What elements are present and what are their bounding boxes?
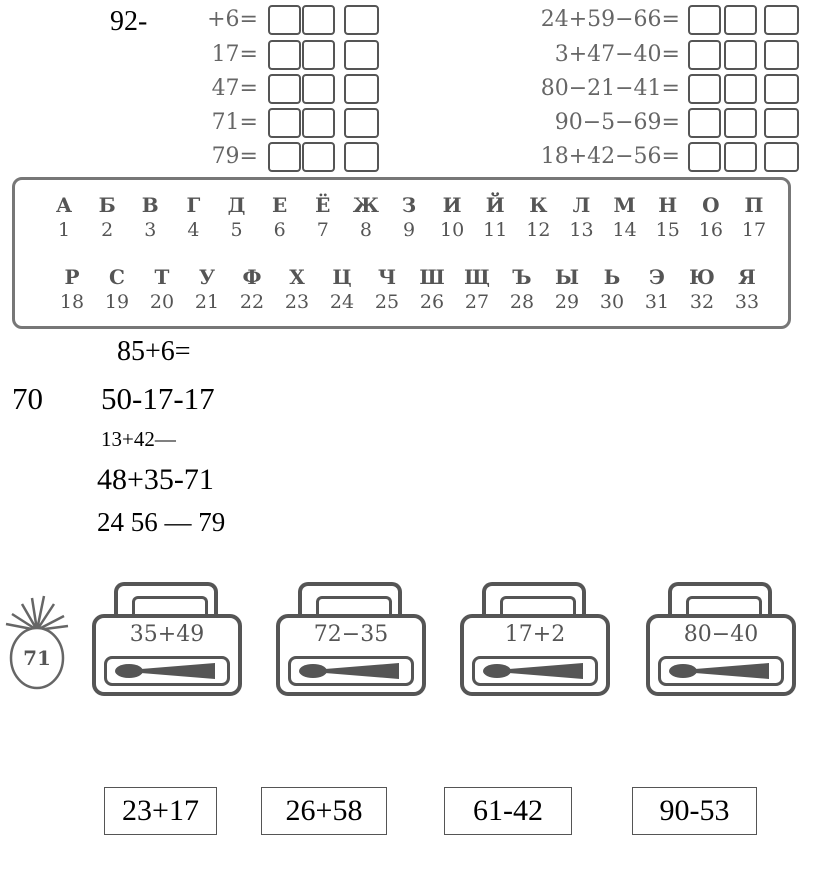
alphabet-key bbox=[12, 177, 791, 329]
alphabet-cell bbox=[593, 264, 631, 314]
key-plate bbox=[104, 656, 230, 686]
letter: Ш bbox=[419, 265, 445, 289]
letter-number: 25 bbox=[374, 291, 400, 313]
lock-icon bbox=[92, 582, 242, 698]
alphabet-cell bbox=[233, 264, 271, 314]
alphabet-cell bbox=[548, 264, 586, 314]
alphabet-cell bbox=[683, 264, 721, 314]
letter: Ч bbox=[377, 265, 397, 289]
letter-number: 9 bbox=[402, 219, 416, 241]
letter-number: 14 bbox=[612, 219, 637, 241]
letter: Ф bbox=[242, 265, 262, 289]
alphabet-cell bbox=[304, 192, 342, 242]
answer-cell[interactable] bbox=[302, 5, 335, 35]
alphabet-cell bbox=[649, 192, 687, 242]
alphabet-cell bbox=[728, 264, 766, 314]
letter-cell[interactable] bbox=[344, 74, 379, 104]
alphabet-cell bbox=[458, 264, 496, 314]
letter: Р bbox=[64, 265, 80, 289]
letter-number: 5 bbox=[230, 219, 243, 241]
letter-cell[interactable] bbox=[344, 108, 379, 138]
right-chain-expr: 80−21−41= bbox=[540, 76, 680, 101]
key-icon bbox=[291, 659, 411, 683]
letter-number: 16 bbox=[698, 219, 723, 241]
letter-number: 22 bbox=[239, 291, 265, 313]
alphabet-cell bbox=[218, 192, 256, 242]
letter-number: 7 bbox=[316, 219, 329, 241]
task-1: 85+6= bbox=[117, 336, 191, 367]
answer-cell[interactable] bbox=[724, 74, 757, 104]
answer-cell[interactable] bbox=[302, 74, 335, 104]
letter-number: 11 bbox=[483, 219, 508, 241]
left-chain-expr: 79= bbox=[211, 144, 258, 169]
key-plate bbox=[288, 656, 414, 686]
letter-number: 30 bbox=[599, 291, 625, 313]
letter-number: 19 bbox=[104, 291, 130, 313]
answer-cell[interactable] bbox=[302, 108, 335, 138]
key-icon bbox=[107, 659, 227, 683]
letter: П bbox=[744, 193, 764, 217]
alphabet-row-2 bbox=[53, 264, 766, 314]
alphabet-cell bbox=[88, 192, 126, 242]
right-chain-expr: 24+59−66= bbox=[540, 7, 680, 32]
answer-cell[interactable] bbox=[688, 40, 721, 70]
letter: Г bbox=[186, 193, 201, 217]
alphabet-cell bbox=[606, 192, 644, 242]
letter-cell[interactable] bbox=[344, 40, 379, 70]
chain-start: 92- bbox=[110, 6, 148, 37]
letter: Е bbox=[272, 193, 288, 217]
task-3: 13+42— bbox=[101, 427, 176, 451]
letter: Щ bbox=[464, 265, 490, 289]
letter-number: 21 bbox=[194, 291, 220, 313]
letter: Я bbox=[738, 265, 756, 289]
letter-number: 24 bbox=[329, 291, 355, 313]
key-plate bbox=[658, 656, 784, 686]
letter: У bbox=[198, 265, 216, 289]
alphabet-cell bbox=[413, 264, 451, 314]
letter-cell[interactable] bbox=[764, 74, 799, 104]
side-number: 70 bbox=[12, 381, 43, 416]
right-chain-expr: 18+42−56= bbox=[540, 144, 680, 169]
letter: Н bbox=[658, 193, 678, 217]
letter-number: 15 bbox=[655, 219, 680, 241]
answer-cell[interactable] bbox=[724, 108, 757, 138]
pineapple-icon bbox=[2, 590, 72, 700]
answer-box[interactable]: 90-53 bbox=[632, 787, 757, 835]
lock-expression: 17+2 bbox=[504, 622, 566, 647]
letter: З bbox=[401, 193, 417, 217]
lock-expression: 35+49 bbox=[129, 622, 205, 647]
letter-number: 20 bbox=[149, 291, 175, 313]
alphabet-row-1 bbox=[45, 192, 773, 242]
answer-cell[interactable] bbox=[268, 74, 301, 104]
letter: Л bbox=[572, 193, 591, 217]
alphabet-cell bbox=[476, 192, 514, 242]
letter-number: 13 bbox=[569, 219, 594, 241]
letter: Й bbox=[485, 193, 505, 217]
alphabet-cell bbox=[98, 264, 136, 314]
alphabet-cell bbox=[143, 264, 181, 314]
letter-number: 6 bbox=[273, 219, 286, 241]
alphabet-cell bbox=[519, 192, 557, 242]
answer-cell[interactable] bbox=[724, 40, 757, 70]
alphabet-cell bbox=[563, 192, 601, 242]
letter-cell[interactable] bbox=[764, 5, 799, 35]
left-chain-expr: 71= bbox=[211, 110, 258, 135]
answer-cell[interactable] bbox=[688, 5, 721, 35]
lock-body bbox=[276, 614, 426, 696]
pineapple-number: 71 bbox=[23, 646, 51, 670]
alphabet-cell bbox=[53, 264, 91, 314]
letter: Ж bbox=[352, 193, 379, 217]
answer-cell[interactable] bbox=[724, 142, 757, 172]
alphabet-cell bbox=[131, 192, 169, 242]
lock-icon bbox=[460, 582, 610, 698]
letter-number: 3 bbox=[144, 219, 157, 241]
letter-cell[interactable] bbox=[344, 142, 379, 172]
letter-number: 33 bbox=[734, 291, 760, 313]
letter: Д bbox=[227, 193, 246, 217]
letter: Ё bbox=[315, 193, 331, 217]
alphabet-cell bbox=[323, 264, 361, 314]
alphabet-cell bbox=[174, 192, 212, 242]
lock-icon bbox=[276, 582, 426, 698]
letter-number: 1 bbox=[57, 219, 71, 241]
letter-number: 28 bbox=[509, 291, 535, 313]
key-icon bbox=[661, 659, 781, 683]
alphabet-cell bbox=[278, 264, 316, 314]
task-4: 48+35-71 bbox=[97, 463, 214, 496]
letter: В bbox=[141, 193, 159, 217]
letter: О bbox=[702, 193, 720, 217]
answer-box[interactable]: 23+17 bbox=[104, 787, 217, 835]
letter-number: 17 bbox=[741, 219, 767, 241]
lock-body bbox=[92, 614, 242, 696]
letter: Т bbox=[154, 265, 170, 289]
alphabet-cell bbox=[347, 192, 385, 242]
answer-cell[interactable] bbox=[724, 5, 757, 35]
answer-cell[interactable] bbox=[268, 142, 301, 172]
lock-icon bbox=[646, 582, 796, 698]
letter-cell[interactable] bbox=[344, 5, 379, 35]
letter-number: 2 bbox=[101, 219, 114, 241]
alphabet-cell bbox=[390, 192, 428, 242]
letter: Ы bbox=[554, 265, 580, 289]
answer-cell[interactable] bbox=[302, 142, 335, 172]
answer-cell[interactable] bbox=[688, 142, 721, 172]
alphabet-cell bbox=[368, 264, 406, 314]
alphabet-cell bbox=[45, 192, 83, 242]
lock-expression: 80−40 bbox=[683, 622, 759, 647]
letter-number: 10 bbox=[440, 219, 465, 241]
letter: М bbox=[613, 193, 636, 217]
answer-cell[interactable] bbox=[268, 108, 301, 138]
letter-cell[interactable] bbox=[764, 108, 799, 138]
letter-cell[interactable] bbox=[764, 142, 799, 172]
alphabet-cell bbox=[261, 192, 299, 242]
lock-body bbox=[646, 614, 796, 696]
answer-cell[interactable] bbox=[268, 5, 301, 35]
alphabet-cell bbox=[433, 192, 471, 242]
letter: Ъ bbox=[512, 265, 532, 289]
answer-cell[interactable] bbox=[688, 108, 721, 138]
left-chain-expr: 47= bbox=[211, 76, 258, 101]
task-2: 50-17-17 bbox=[101, 381, 215, 416]
letter-number: 26 bbox=[419, 291, 445, 313]
letter: Ю bbox=[689, 265, 715, 289]
letter-number: 12 bbox=[526, 219, 551, 241]
lock-expression: 72−35 bbox=[313, 622, 389, 647]
answer-box[interactable]: 61-42 bbox=[444, 787, 572, 835]
letter-number: 23 bbox=[284, 291, 310, 313]
answer-cell[interactable] bbox=[268, 40, 301, 70]
letter-number: 8 bbox=[359, 219, 372, 241]
letter: И bbox=[442, 193, 462, 217]
key-icon bbox=[475, 659, 595, 683]
letter: Б bbox=[98, 193, 116, 217]
left-chain-expr: 17= bbox=[211, 42, 258, 67]
alphabet-cell bbox=[735, 192, 773, 242]
alphabet-cell bbox=[503, 264, 541, 314]
letter: Ц bbox=[332, 265, 352, 289]
letter: Х bbox=[289, 265, 305, 289]
answer-cell[interactable] bbox=[688, 74, 721, 104]
letter-number: 32 bbox=[689, 291, 715, 313]
key-plate bbox=[472, 656, 598, 686]
letter: К bbox=[529, 193, 548, 217]
letter: Ь bbox=[603, 265, 621, 289]
right-chain-expr: 3+47−40= bbox=[554, 42, 680, 67]
letter-cell[interactable] bbox=[764, 40, 799, 70]
letter-number: 31 bbox=[644, 291, 670, 313]
letter-number: 4 bbox=[187, 219, 200, 241]
answer-box[interactable]: 26+58 bbox=[261, 787, 387, 835]
letter: А bbox=[55, 193, 73, 217]
right-chain-expr: 90−5−69= bbox=[554, 110, 680, 135]
alphabet-cell bbox=[638, 264, 676, 314]
letter: С bbox=[109, 265, 125, 289]
left-chain-expr: +6= bbox=[207, 7, 258, 32]
task-5: 24 56 — 79 bbox=[97, 507, 226, 537]
lock-body bbox=[460, 614, 610, 696]
alphabet-cell bbox=[692, 192, 730, 242]
letter: Э bbox=[649, 265, 665, 289]
alphabet-cell bbox=[188, 264, 226, 314]
letter-number: 18 bbox=[59, 291, 85, 313]
answer-cell[interactable] bbox=[302, 40, 335, 70]
letter-number: 27 bbox=[464, 291, 490, 313]
letter-number: 29 bbox=[554, 291, 580, 313]
